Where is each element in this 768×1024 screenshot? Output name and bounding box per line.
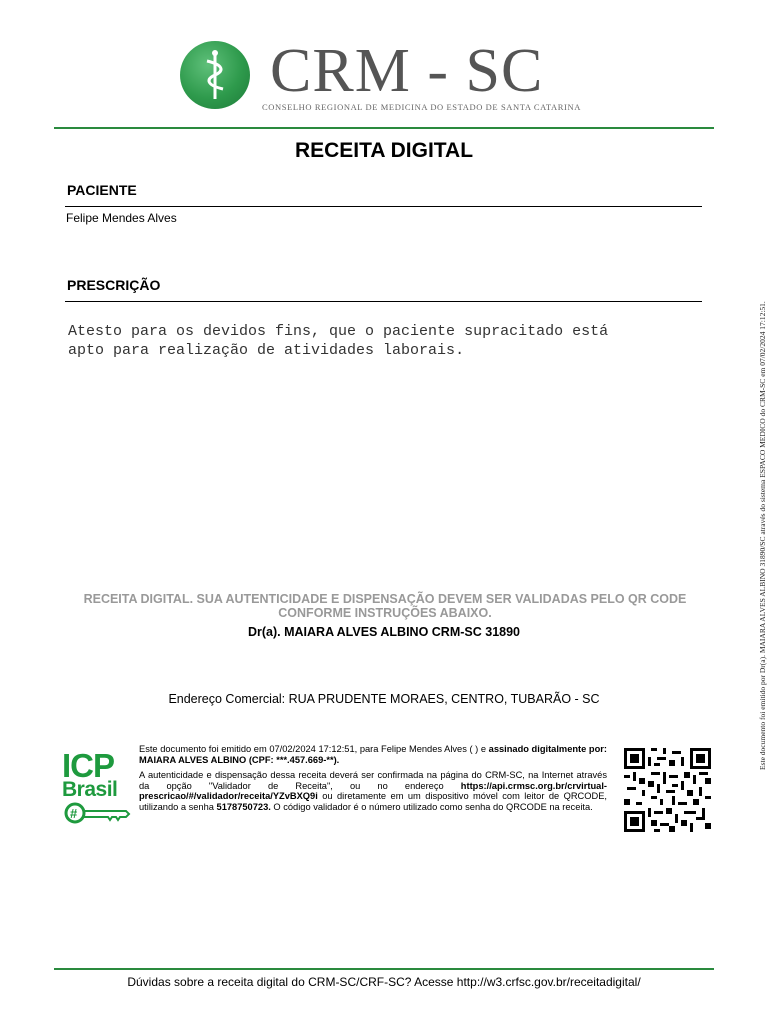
document-title: RECEITA DIGITAL <box>294 139 474 162</box>
patient-name: Felipe Mendes Alves <box>66 211 177 225</box>
header-divider <box>54 127 714 129</box>
footer-divider <box>54 968 714 970</box>
validation-password: 5178750723. <box>216 801 271 812</box>
footer-help-text: Dúvidas sobre a receita digital do CRM-SC/CRF-SC? Acesse http://w3.crfsc.gov.br/receitadigital/ <box>127 975 641 989</box>
validation-text-3: O código validador é o número utilizado como senha do QRCODE na receita. <box>270 801 593 812</box>
patient-label: PACIENTE <box>67 182 137 198</box>
validation-notice-line2: CONFORME INSTRUÇÕES ABAIXO. <box>278 606 492 620</box>
svg-text:#: # <box>70 806 78 821</box>
side-emission-note <box>748 240 767 770</box>
icp-logo-top: ICP <box>62 747 115 784</box>
emission-text: Este documento foi emitido em 07/02/2024 17:12:51, para Felipe Mendes Alves ( ) e <box>139 744 489 754</box>
emission-paragraph <box>139 744 607 765</box>
icp-brasil-logo <box>62 747 132 831</box>
crm-logo-wordmark: CRM - SC <box>270 37 544 105</box>
key-icon <box>62 800 132 826</box>
validation-notice <box>60 592 710 620</box>
validation-paragraph <box>139 770 607 812</box>
patient-rule <box>65 206 702 207</box>
caduceus-icon <box>180 41 250 109</box>
validation-notice-line1: RECEITA DIGITAL. SUA AUTENTICIDADE E DISPENSAÇÃO DEVEM SER VALIDADAS PELO QR CODE <box>83 592 687 606</box>
icp-logo-bottom: Brasil <box>62 778 118 801</box>
prescription-rule <box>65 301 702 302</box>
signer-text: assinado digitalmente por: MAIARA ALVES ALBINO (CPF: ***.457.669-**). <box>139 744 607 765</box>
crm-logo-subtitle: CONSELHO REGIONAL DE MEDICINA DO ESTADO DE SANTA CATARINA <box>262 102 581 112</box>
validation-text-1: A autenticidade e dispensação dessa receita deverá ser confirmada na página do CRM-SC, na Internet através da opção "Validador de Receita", ou no endereço <box>139 770 607 791</box>
side-emission-text: Este documento foi emitido por Dr(a). MAIARA ALVES ALBINO 31890/SC através do sistema ESPACO MEDICO do CRM-SC em 07/02/2024 17:12:51. <box>758 301 767 770</box>
business-address: Endereço Comercial: RUA PRUDENTE MORAES, CENTRO, TUBARÃO - SC <box>168 692 600 706</box>
prescription-label: PRESCRIÇÃO <box>67 277 161 293</box>
validation-text-2: ou diretamente em um dispositivo móvel com leitor de QRCODE, utilizando a senha <box>139 791 607 812</box>
qr-code <box>624 748 711 832</box>
prescription-text: Atesto para os devidos fins, que o paciente supracitado está apto para realização de atividades laborais. <box>68 323 609 359</box>
signature-info <box>139 744 607 818</box>
crm-logo-emblem <box>180 41 250 109</box>
doctor-name: Dr(a). MAIARA ALVES ALBINO CRM-SC 31890 <box>247 625 521 639</box>
validator-link[interactable]: https://api.crmsc.org.br/crvirtual-prescricao/#/validador/receita/YZvBXQ9i <box>139 780 607 802</box>
